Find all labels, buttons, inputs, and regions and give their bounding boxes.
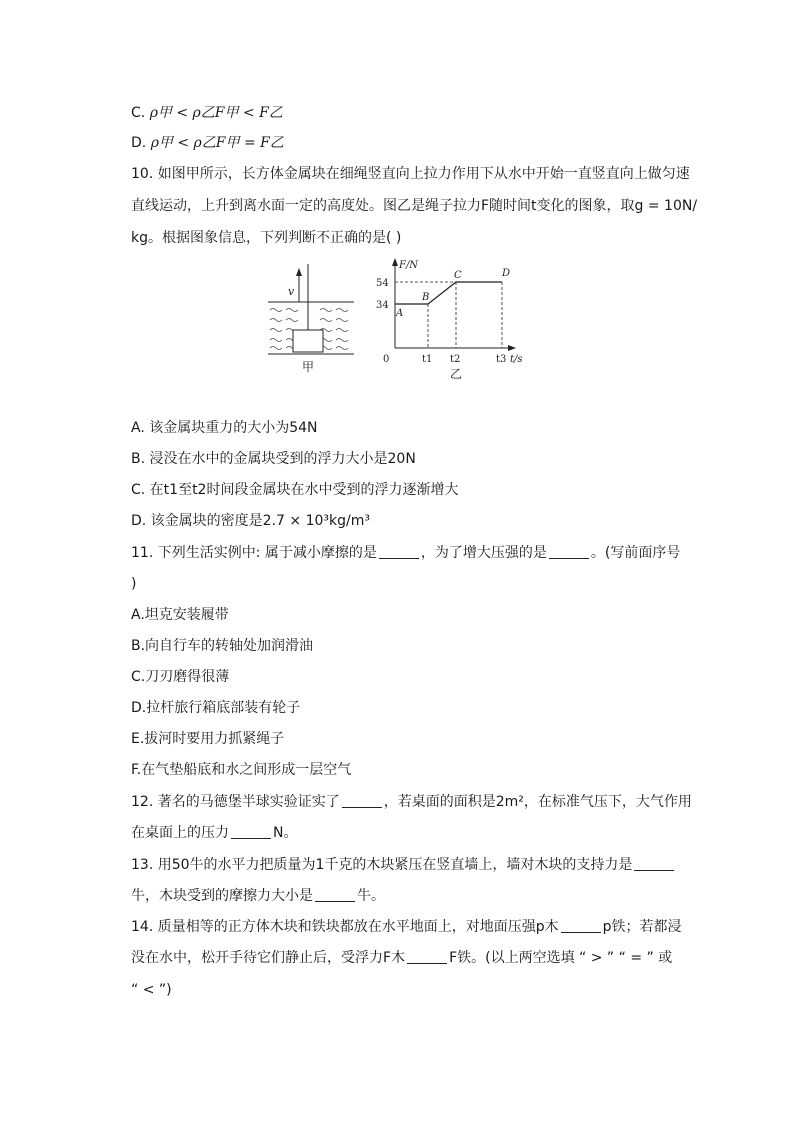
q14-stem-line1: 14. 质量相等的正方体木块和铁块都放在水平地面上，对地面压强p木 p铁；若都浸 <box>131 919 682 935</box>
q12-stem-line1: 12. 著名的马德堡半球实验证实了 ，若桌面的面积是2m²，在标准气压下，大气作用 <box>131 794 692 810</box>
figure-yi-caption: 乙 <box>450 367 463 381</box>
q13-stem-line2: 牛，木块受到的摩擦力大小是 牛。 <box>131 888 385 904</box>
q11-item-d: D.拉杆旅行箱底部装有轮子 <box>131 700 301 716</box>
q9-option-d: D. ρ甲 < ρ乙F甲 = F乙 <box>131 135 284 151</box>
point-label-c: C <box>454 270 462 281</box>
y-tick-54: 54 <box>376 278 389 289</box>
q13-blank-2[interactable] <box>315 887 355 902</box>
origin-label: 0 <box>383 354 390 365</box>
point-label-b: B <box>422 292 430 303</box>
metal-block <box>293 330 323 352</box>
figure-jia-caption: 甲 <box>302 360 315 374</box>
q11-item-c: C.刀刃磨得很薄 <box>131 669 230 685</box>
q14-blank-1[interactable] <box>561 918 601 933</box>
q11-stem-line2: ) <box>131 576 137 592</box>
q10-option-b: B. 浸没在水中的金属块受到的浮力大小是20N <box>131 451 416 467</box>
q13-blank-1[interactable] <box>634 856 674 871</box>
figure-jia <box>262 258 362 376</box>
q14-blank-2[interactable] <box>407 949 447 964</box>
q10-option-d: D. 该金属块的密度是2.7 × 10³kg/m³ <box>131 513 370 529</box>
q10-stem-line2: 直线运动，上升到离水面一定的高度处。图乙是绳子拉力F随时间t变化的图象，取g = 10N/ <box>131 198 698 214</box>
q10-stem-line3: kg。根据图象信息，下列判断不正确的是( ) <box>131 230 402 246</box>
q13-stem-line1: 13. 用50牛的水平力把质量为1千克的木块紧压在竖直墙上，墙对木块的支持力是 <box>131 855 676 875</box>
q12-blank-2[interactable] <box>231 824 271 839</box>
q11-stem-line1: 11. 下列生活实例中: 属于减小摩擦的是 ，为了增大压强的是 。(写前面序号 <box>131 545 681 561</box>
point-label-a: A <box>396 308 404 319</box>
point-label-d: D <box>502 268 511 279</box>
q11-blank-1[interactable] <box>379 544 419 559</box>
q12-blank-1[interactable] <box>342 793 382 808</box>
x-tick-t2: t2 <box>450 354 461 365</box>
y-axis-label: F/N <box>399 260 419 271</box>
q9-option-c: C. ρ甲 < ρ乙F甲 < F乙 <box>131 105 283 121</box>
q12-stem-line2: 在桌面上的压力 N。 <box>131 825 298 841</box>
q11-item-e: E.拔河时要用力抓紧绳子 <box>131 731 285 747</box>
q14-stem-line3: “ < ”) <box>131 982 172 998</box>
q10-option-a: A. 该金属块重力的大小为54N <box>131 420 318 436</box>
q11-blank-2[interactable] <box>549 544 589 559</box>
figure-yi-graph <box>372 254 532 382</box>
series-segment-BC <box>428 282 456 304</box>
y-tick-34: 34 <box>376 300 389 311</box>
q10-option-c: C. 在t1至t2时间段金属块在水中受到的浮力逐渐增大 <box>131 482 459 498</box>
velocity-label: v <box>288 285 295 298</box>
x-tick-t3: t3 <box>496 354 507 365</box>
q11-item-a: A.坦克安装履带 <box>131 607 229 623</box>
q11-item-b: B.向自行车的转轴处加润滑油 <box>131 638 314 654</box>
q14-stem-line2: 没在水中，松开手待它们静止后，受浮力F木 F铁。(以上两空选填 “ > ” “ = ” 或 <box>131 950 673 966</box>
q10-stem-line1: 10. 如图甲所示，长方体金属块在细绳竖直向上拉力作用下从水中开始一直竖直向上做匀速 <box>131 166 690 182</box>
x-axis-label: t/s <box>510 354 523 365</box>
x-tick-t1: t1 <box>422 354 433 365</box>
q11-item-f: F.在气垫船底和水之间形成一层空气 <box>131 762 352 778</box>
